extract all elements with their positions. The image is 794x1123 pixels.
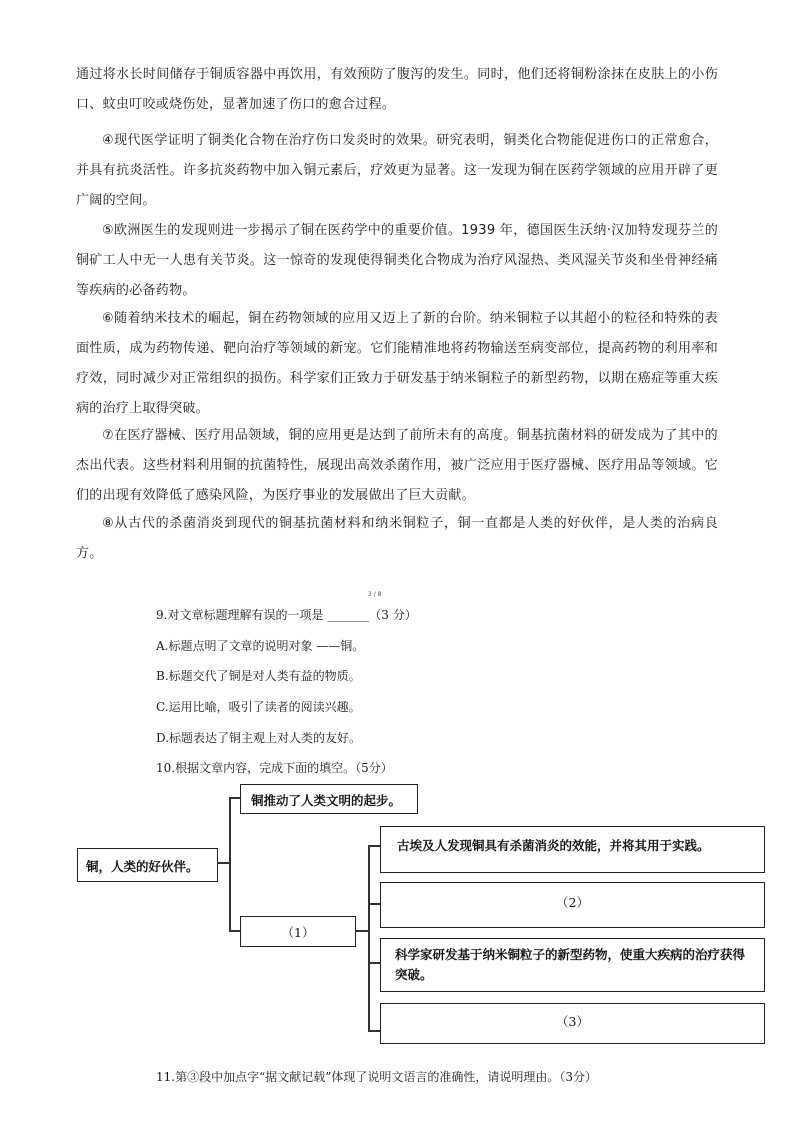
diagram-blank-1-box [240,916,356,947]
paragraph-8: ⑧从古代的杀菌消炎到现代的铜基抗菌材料和纳米铜粒子，铜一直都是人类的好伙伴，是人类的治病良方。 [76,516,718,561]
diagram-blank-3-box [380,1003,765,1044]
paragraph-cont: 通过将水长时间储存于铜质容器中再饮用，有效预防了腹泻的发生。同时，他们还将铜粉涂抹在皮肤上的小伤口、蚊虫叮咬或烧伤处，显著加速了伤口的愈合过程。 [76,67,718,112]
connector-blank-out [355,930,369,932]
diagram-root-box [77,848,218,882]
question-9-option-a: A.标题点明了文章的说明对象 ——铜。 [156,639,365,653]
diagram-blank-2-text: （2） [556,895,589,910]
question-9-stem: 9.对文章标题理解有误的一项是 _______（3 分） [156,608,417,622]
diagram-root-text: 铜，人类的好伙伴。 [86,859,199,874]
diagram-leaf-3-box [380,938,765,992]
connector-leaf-3 [368,962,380,964]
diagram-top-box [240,784,418,814]
diagram-top-text: 铜推动了人类文明的起步。 [251,793,402,808]
diagram-leaf-1-text: 古埃及人发现铜具有杀菌消炎的效能，并将其用于实践。 [397,838,710,853]
question-9-option-b: B.标题交代了铜是对人类有益的物质。 [156,669,361,683]
question-9-option-d: D.标题表达了铜主观上对人类的友好。 [156,731,362,745]
connector-right-vertical [368,845,370,1031]
question-11-stem: 11.第③段中加点字“据文献记载”体现了说明文语言的准确性，请说明理由。（3分） [156,1070,597,1084]
diagram-blank-3-text: （3） [556,1014,589,1029]
connector-leaf-1 [368,845,380,847]
diagram-leaf-1-box [380,826,765,873]
connector-leaf-4 [368,1030,380,1032]
diagram-blank-1-text: （1） [281,925,315,940]
connector-left-vertical [229,797,231,931]
paragraph-6: ⑥随着纳米技术的崛起，铜在药物领域的应用又迈上了新的台阶。纳米铜粒子以其超小的粒径和特殊的表面性质，成为药物传递、靶向治疗等领域的新宠。它们能精准地将药物输送至病变部位，提高药物的利用率和疗效，同时减少对正常组织的损伤。科学家们正致力于研发基于纳米铜粒子的新型药物，以期在癌症等重大疾病的治疗上取得突破。 [76,311,718,416]
page-number: 3 / 8 [368,591,382,598]
diagram-leaf-3-text: 科学家研发基于纳米铜粒子的新型药物，使重大疾病的治疗获得突破。 [395,947,746,982]
question-9-option-c: C.运用比喻，吸引了读者的阅读兴趣。 [156,700,361,714]
paragraph-4: ④现代医学证明了铜类化合物在治疗伤口发炎时的效果。研究表明，铜类化合物能促进伤口的正常愈合，并具有抗炎活性。许多抗炎药物中加入铜元素后，疗效更为显著。这一发现为铜在医药学领域的应用开辟了更广阔的空间。 [76,133,718,208]
question-10-stem: 10.根据文章内容，完成下面的填空。（5分） [156,761,393,775]
diagram-blank-2-box [380,882,765,928]
connector-leaf-2 [368,903,380,905]
paragraph-7: ⑦在医疗器械、医疗用品领域，铜的应用更是达到了前所未有的高度。铜基抗菌材料的研发成为了其中的杰出代表。这些材料利用铜的抗菌特性，展现出高效杀菌作用，被广泛应用于医疗器械、医疗用品等领域。它们的出现有效降低了感染风险，为医疗事业的发展做出了巨大贡献。 [76,428,718,503]
paragraph-5: ⑤欧洲医生的发现则进一步揭示了铜在医药学中的重要价值。1939 年，德国医生沃纳·汉加特发现芬兰的铜矿工人中无一人患有关节炎。这一惊奇的发现使得铜类化合物成为治疗风湿热、类风湿关节炎和坐骨神经痛等疾病的必备药物。 [76,223,718,298]
